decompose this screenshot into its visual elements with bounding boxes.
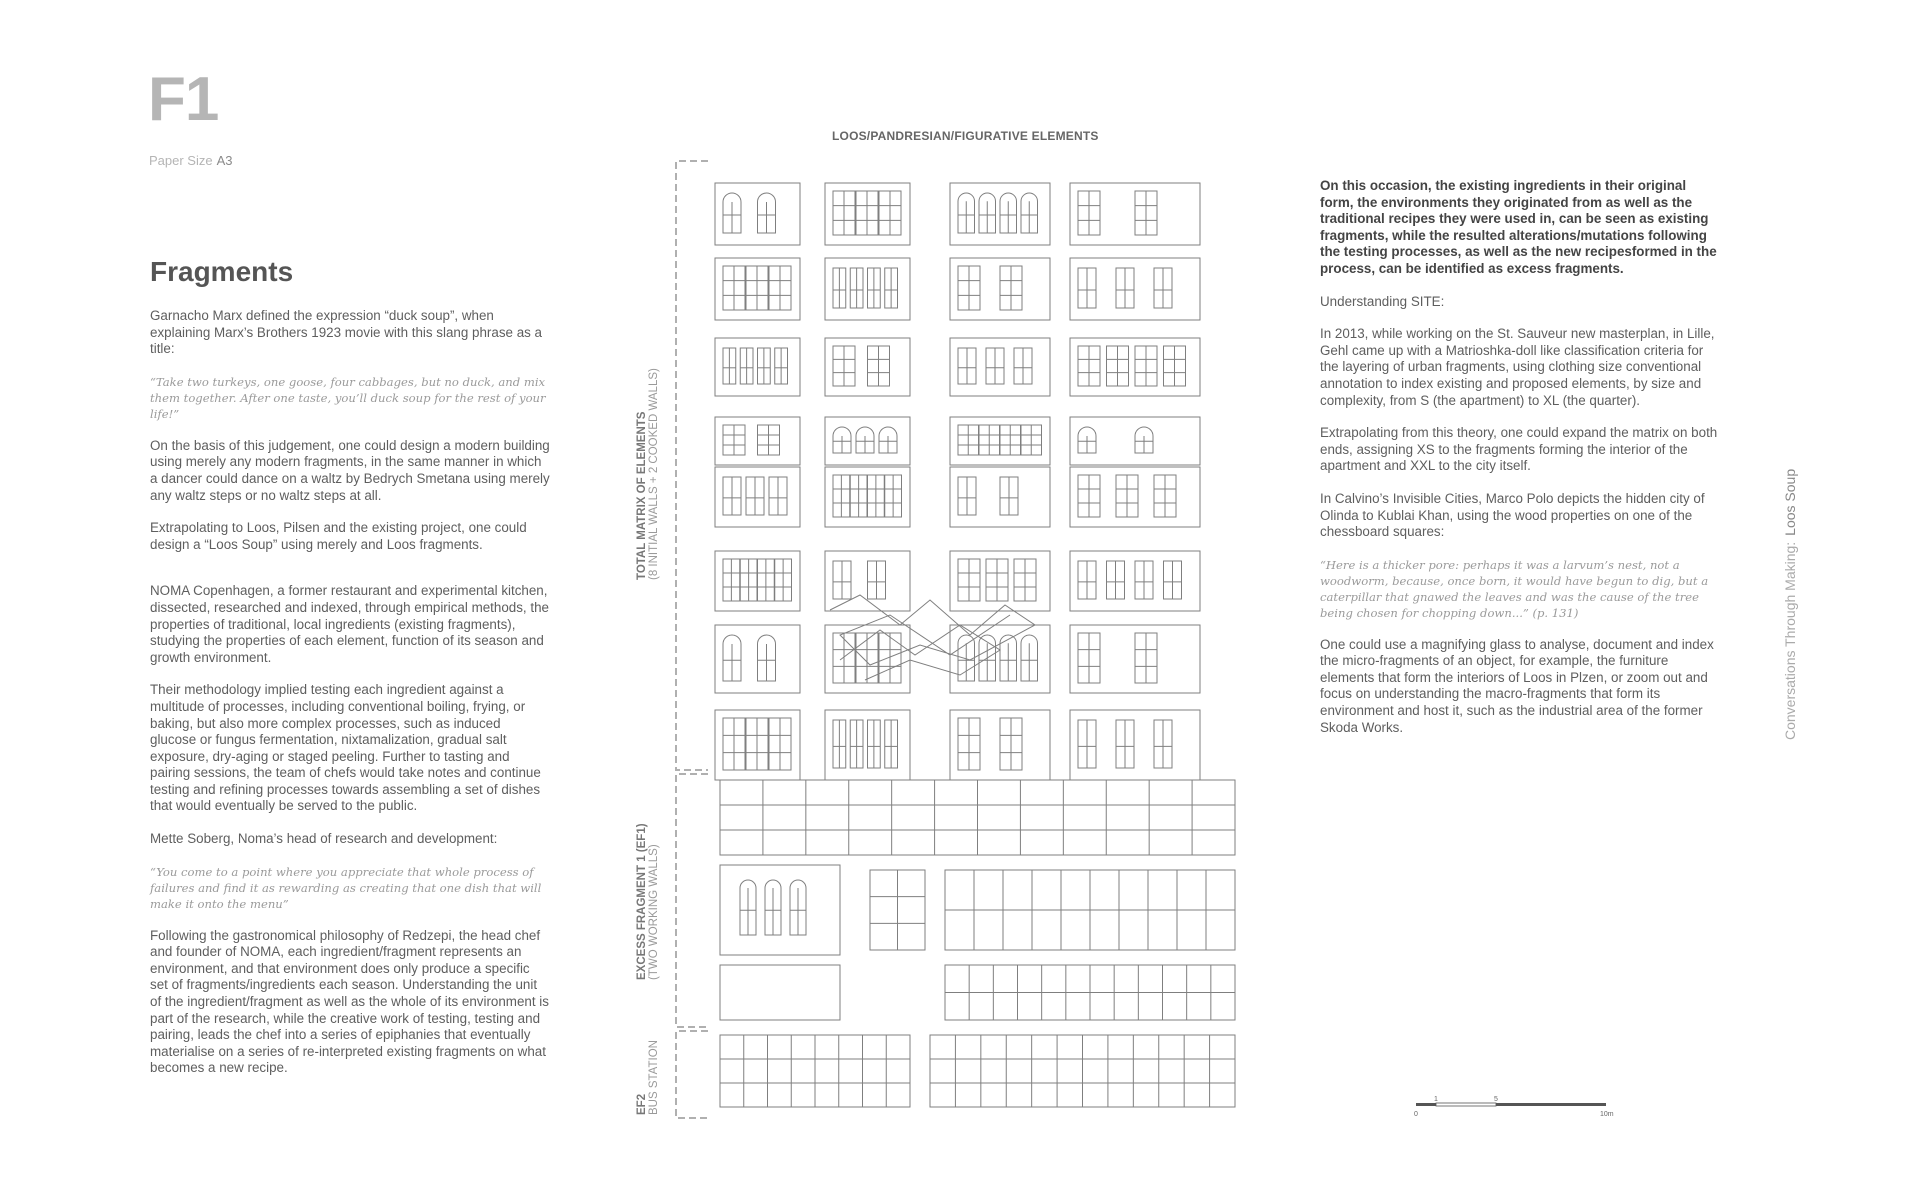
right-text-column [1320,178,1720,752]
group-label-ef1 [636,823,660,980]
group-brackets [676,161,708,1118]
sheet-id: F1 [148,65,219,134]
paragraph: Their methodology implied testing each ingredient against a multitude of processes, including conventional boiling, frying, or baking, but also more complex processes, such as induced glucose or fungus fermentation, nixtamalization, gradual salt exposure, dry-aging or staged peeling. Further to tasting and pairing sessions, the team of chefs would take notes and continue testing and refining processes towards assembling a set of dishes that would eventually be served to the public. [150,682,541,814]
scale-tick: 1 [1434,1096,1438,1103]
scale-tick: 0 [1414,1111,1418,1118]
scale-bar-segment [1436,1103,1496,1106]
quote: “Take two turkeys, one goose, four cabbages, but no duck, and mix them together. After one taste, you’ll duck soup for the rest of your life!” [150,374,546,421]
facade-outline [950,551,1050,611]
facade-outline [950,338,1050,396]
group-sublabel: (8 INITIAL WALLS + 2 COOKED WALLS) [648,368,660,580]
paragraph: NOMA Copenhagen, a former restaurant and experimental kitchen, dissected, researched and indexed, through empirical methods, the properties of traditional, local ingredients (existing fragments), studying the properties of each element, function of its season and growth environment. [150,583,549,665]
elevation-drawings [670,155,1240,1125]
scale-bar-segment [1496,1103,1606,1106]
paragraph: One could use a magnifying glass to analyse, document and index the micro-fragments of an object, for example, the furniture elements that form the interiors of Loos in Plzen, or zoom out and focus on understanding the macro-fragments that form its environment and host it, such as the industrial area of the former Skoda Works. [1320,636,1714,735]
group-label: EF2 [636,1093,648,1115]
group-sublabel: (TWO WORKING WALLS) [648,844,660,980]
side-label [1782,469,1798,740]
paragraph: Understanding SITE: [1320,293,1445,309]
side-label-prefix: Conversations Through Making: [1782,541,1798,740]
scale-bar-segment [1416,1103,1436,1106]
paragraph: In Calvino’s Invisible Cities, Marco Polo depicts the hidden city of Olinda to Kublai Khan, using the wood properties on one of the chessboard squares: [1320,490,1705,540]
group-label: EXCESS FRAGMENT 1 (EF1) [636,823,648,980]
paragraph-bold: On this occasion, the existing ingredients in their original form, the environments they originated from as well as the traditional recipes they were used in, can be seen as existing fragments, while the resulted alterations/mutations following the testing processes, as well as the new recipesformed in the process, can be identified as excess fragments. [1320,178,1717,276]
section-title: Fragments [150,256,294,287]
paragraph: On the basis of this judgement, one could design a modern building using merely any modern fragments, in the same manner in which a dancer could dance on a waltz by Bedrych Smetana using merely any waltz steps or no waltz steps at all. [150,437,550,503]
quote: “You come to a point where you appreciate that whole process of failures and find it as rewarding as creating that one dish that will make it onto the menu” [150,864,542,911]
paper-size-value: A3 [216,153,233,168]
facade-outline [720,965,840,1020]
group-sublabel: BUS STATION [648,1040,660,1115]
scale-bar [1410,1095,1620,1119]
cooked-wall-scribble [830,595,1035,665]
group-label: TOTAL MATRIX OF ELEMENTS [636,411,648,580]
paragraph: Extrapolating from this theory, one could expand the matrix on both ends, assigning XS to the fragments forming the interior of the apartment and XXL to the city itself. [1320,425,1718,474]
paragraph: Garnacho Marx defined the expression “duck soup”, when explaining Marx’s Brothers 1923 movie with this slang phrase as a title: [150,308,543,357]
group-label-ef2 [636,1040,660,1115]
quote: “Here is a thicker pore: perhaps it was a larvum’s nest, not a woodworm, because, once born, it would have begun to dig, but a caterpillar that gnawed the leaves and was the cause of the tree being chosen for chopping down...” (p. 131) [1320,557,1709,620]
paper-size-label: Paper Size [149,153,213,168]
paragraph: In 2013, while working on the St. Sauveur new masterplan, in Lille, Gehl came up with a Matrioshka-doll like classification criteria for the layering of urban fragments, using clothing size conventional annotation to index existing and proposed elements, by size and complexity, from S (the apartment) to XL (the quarter). [1320,326,1715,408]
group-label-total-matrix [636,368,660,580]
paragraph: Following the gastronomical philosophy of Redzepi, the head chef and founder of NOMA, each ingredient/fragment represents an environment, and that environment does only produce a specific set of fragments/ingredients each season. Understanding the unit of the ingredient/fragment as well as the whole of its environment is part of the research, while the creative work of testing, testing and pairing, leads the chef into a series of epiphanies that eventually materialise on a series of re-interpreted existing fragments on what becomes a new recipe. [150,927,549,1076]
left-text-column [150,308,550,1093]
side-label-title: Loos Soup [1782,468,1798,536]
scale-tick: 5 [1494,1096,1498,1103]
facade-outline [1070,258,1200,320]
scale-tick: 10m [1600,1111,1614,1118]
paper-size [149,153,233,168]
drawing-title: LOOS/PANDRESIAN/FIGURATIVE ELEMENTS [832,129,1099,143]
paragraph: Mette Soberg, Noma’s head of research and development: [150,831,498,847]
paragraph: Extrapolating to Loos, Pilsen and the existing project, one could design a “Loos Soup” using merely and Loos fragments. [150,520,527,552]
